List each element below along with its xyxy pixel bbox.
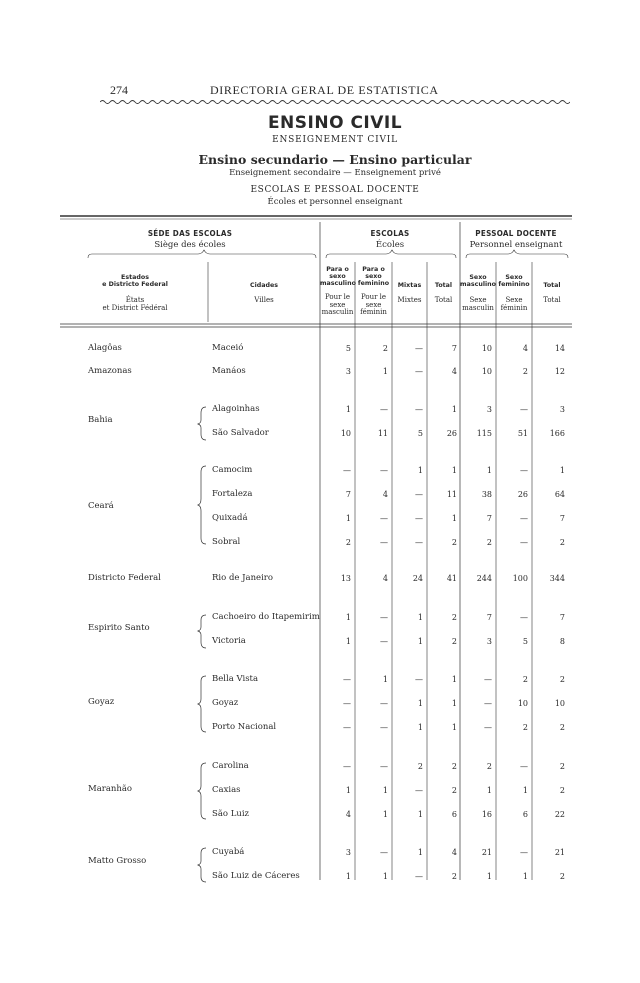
column-header-5: Total [434,282,453,289]
group-header-sede-fr: Siège des écoles [154,240,226,250]
table-cell: 3 [486,637,492,646]
table-cell: 2 [522,367,528,376]
group-header-escolas-fr: Écoles [375,240,405,250]
table-cell: 4 [345,810,351,819]
table-cell: 26 [517,490,528,499]
table-cell: 7 [559,514,565,523]
table-cell: 1 [451,699,457,708]
page-number: 274 [110,83,128,97]
city-name: Cuyabá [212,847,245,857]
city-name: Victoria [212,636,246,646]
table-cell: 2 [522,675,528,684]
table-cell: 13 [340,574,351,583]
table-cell: 16 [481,810,492,819]
city-name: Rio de Janeiro [212,573,273,583]
table-cell: 2 [559,538,565,547]
table-cell: — [343,723,351,732]
table-cell: — [380,699,388,708]
table-cell: 1 [345,872,351,881]
city-name: Camocim [212,465,253,475]
table-cell: 3 [345,848,351,857]
table-cell: 64 [554,490,565,499]
table-cell: 2 [382,344,388,353]
table-cell: 244 [476,574,492,583]
column-header-7: Sexo feminino [498,274,530,288]
table-cell: 1 [382,872,388,881]
column-header-fr-5: Total [434,296,453,304]
table-cell: 7 [486,514,492,523]
table-cell: 2 [522,723,528,732]
city-name: Manáos [212,366,246,376]
table-cell: 2 [451,872,457,881]
state-name: Districto Federal [88,573,161,583]
column-header-fr-7: Sexe féminin [500,296,528,312]
table-cell: 41 [446,574,457,583]
table-cell: 4 [451,848,457,857]
table-cell: 5 [522,637,528,646]
group-header-sede: SÉDE DAS ESCOLAS [147,229,233,238]
table-cell: 7 [559,613,565,622]
state-name: Goyaz [88,697,115,707]
table-cell: — [343,762,351,771]
table-cell: 26 [446,429,457,438]
table-cell: — [380,514,388,523]
table-cell: 1 [486,872,492,881]
city-name: São Salvador [212,428,269,438]
subtitle: Ensino secundario — Ensino particular [198,152,472,167]
table-cell: — [380,848,388,857]
table-cell: — [380,466,388,475]
table-cell: 1 [345,405,351,414]
table-cell: — [380,637,388,646]
table-cell: 7 [486,613,492,622]
state-name: Alagôas [88,343,122,353]
table-cell: 2 [451,538,457,547]
state-name: Ceará [88,501,114,511]
table-cell: 10 [481,367,492,376]
table-cell: 3 [559,405,565,414]
column-header-fr-4: Mixtes [397,296,422,304]
city-name: Cachoeiro do Itapemirim [212,612,320,622]
table-cell: — [484,675,492,684]
table-cell: 4 [522,344,528,353]
table-cell: — [415,675,423,684]
table-cell: 1 [382,675,388,684]
table-cell: 4 [382,574,388,583]
city-name: Alagoinhas [212,404,260,414]
table-cell: 1 [451,675,457,684]
column-header-8: Total [543,282,561,289]
subtitle-fr: Enseignement secondaire — Enseignement privé [229,168,441,178]
table-cell: — [343,675,351,684]
table-cell: 1 [451,466,457,475]
table-cell: — [484,723,492,732]
column-header-4: Mixtas [397,282,422,289]
city-name: Bella Vista [212,674,259,684]
table-cell: 7 [451,344,457,353]
table-cell: 24 [412,574,423,583]
table-cell: 2 [559,675,565,684]
table-cell: — [380,723,388,732]
table-cell: 6 [451,810,457,819]
column-header-fr-8: Total [543,296,561,304]
table-cell: 344 [549,574,565,583]
table-cell: — [415,490,423,499]
table-cell: 1 [417,810,423,819]
group-header-pessoal-fr: Personnel enseignant [469,240,563,250]
main-title-fr: ENSEIGNEMENT CIVIL [272,135,398,145]
table-cell: 1 [559,466,565,475]
table-cell: — [520,848,528,857]
table-cell: 2 [451,637,457,646]
table-cell: — [380,538,388,547]
group-header-escolas: ESCOLAS [370,229,410,238]
table-cell: 11 [446,490,457,499]
city-name: Goyaz [212,698,239,708]
table-cell: 2 [486,538,492,547]
table-cell: 21 [554,848,565,857]
state-name: Espirito Santo [88,623,150,633]
table-cell: 1 [417,848,423,857]
table-cell: — [415,538,423,547]
column-header-fr-6: Sexe masculin [462,296,494,312]
table-cell: — [520,613,528,622]
table-cell: 100 [512,574,528,583]
city-name: Caxias [212,785,241,795]
table-cell: — [484,699,492,708]
table-cell: 1 [417,466,423,475]
table-cell: 2 [451,762,457,771]
table-cell: 2 [486,762,492,771]
table-cell: — [415,344,423,353]
state-name: Maranhão [88,784,133,794]
state-name: Bahia [88,415,113,425]
table-cell: 1 [522,872,528,881]
table-cell: 1 [417,723,423,732]
table-cell: 2 [345,538,351,547]
table-cell: 1 [417,637,423,646]
table-cell: 10 [340,429,351,438]
table-cell: 5 [345,344,351,353]
table-cell: 2 [451,613,457,622]
table-cell: — [343,466,351,475]
column-header-fr-1: Villes [254,296,274,304]
column-header-3: Para o sexo feminino [357,266,390,287]
table-cell: — [380,405,388,414]
table-cell: — [343,699,351,708]
table-cell: 12 [554,367,565,376]
table-cell: 8 [559,637,565,646]
table-cell: 1 [382,786,388,795]
table-cell: 22 [554,810,565,819]
header-title: DIRECTORIA GERAL DE ESTATISTICA [210,83,439,97]
table-cell: 10 [481,344,492,353]
state-name: Amazonas [88,366,132,376]
column-header-0: Estados e Districto Federal [102,274,168,288]
table-cell: 4 [382,490,388,499]
table-cell: 1 [451,723,457,732]
table-cell: — [520,762,528,771]
city-name: Fortaleza [212,489,253,499]
table-cell: — [415,514,423,523]
main-title: ENSINO CIVIL [267,113,403,133]
city-name: São Luiz [212,809,250,819]
table-cell: 1 [345,637,351,646]
table-cell: 21 [481,848,492,857]
column-header-fr-2: Pour le sexe masculin [321,293,354,316]
table-cell: 115 [476,429,492,438]
table-cell: — [415,367,423,376]
table-cell: — [520,538,528,547]
table-cell: 10 [554,699,565,708]
table-cell: 3 [345,367,351,376]
table-cell: — [415,786,423,795]
table-cell: 1 [417,699,423,708]
table-cell: 1 [451,405,457,414]
table-cell: 166 [549,429,565,438]
table-cell: 2 [559,872,565,881]
table-cell: 2 [559,786,565,795]
table-cell: 1 [522,786,528,795]
state-name: Matto Grosso [88,856,147,866]
group-header-pessoal: PESSOAL DOCENTE [475,229,557,238]
table-cell: — [415,405,423,414]
table-cell: 2 [559,762,565,771]
table-cell: 1 [451,514,457,523]
column-header-1: Cidades [249,282,279,289]
table-cell: — [380,762,388,771]
city-name: Porto Nacional [212,722,277,732]
column-header-fr-3: Pour le sexe féminin [360,293,387,316]
section-title-fr: Écoles et personnel enseignant [267,197,403,207]
table-cell: 1 [345,514,351,523]
table-cell: 7 [345,490,351,499]
table-cell: 38 [481,490,492,499]
table-cell: 5 [417,429,423,438]
table-cell: 11 [377,429,388,438]
table-cell: 1 [417,613,423,622]
table-cell: 10 [517,699,528,708]
table-cell: 1 [486,786,492,795]
table-cell: 2 [559,723,565,732]
city-name: Quixadá [212,513,248,523]
table-cell: 3 [486,405,492,414]
table-cell: 1 [382,810,388,819]
table-cell: 6 [522,810,528,819]
column-header-fr-0: États et District Fédéral [102,296,168,312]
section-title: ESCOLAS E PESSOAL DOCENTE [250,185,420,195]
table-cell: — [415,872,423,881]
city-name: São Luiz de Cáceres [212,871,300,881]
table-cell: 2 [451,786,457,795]
table-cell: — [380,613,388,622]
city-name: Sobral [212,537,241,547]
table-cell: 4 [451,367,457,376]
table-cell: 1 [382,367,388,376]
table-cell: — [520,466,528,475]
city-name: Carolina [212,761,249,771]
table-cell: 14 [554,344,565,353]
table-cell: 2 [417,762,423,771]
table-cell: — [520,514,528,523]
table-cell: 1 [345,613,351,622]
table-cell: 1 [486,466,492,475]
city-name: Maceió [212,343,244,353]
table-cell: 51 [517,429,528,438]
column-header-2: Para o sexo masculino [320,266,356,287]
table-cell: 1 [345,786,351,795]
table-cell: — [520,405,528,414]
column-header-6: Sexo masculino [460,274,496,288]
